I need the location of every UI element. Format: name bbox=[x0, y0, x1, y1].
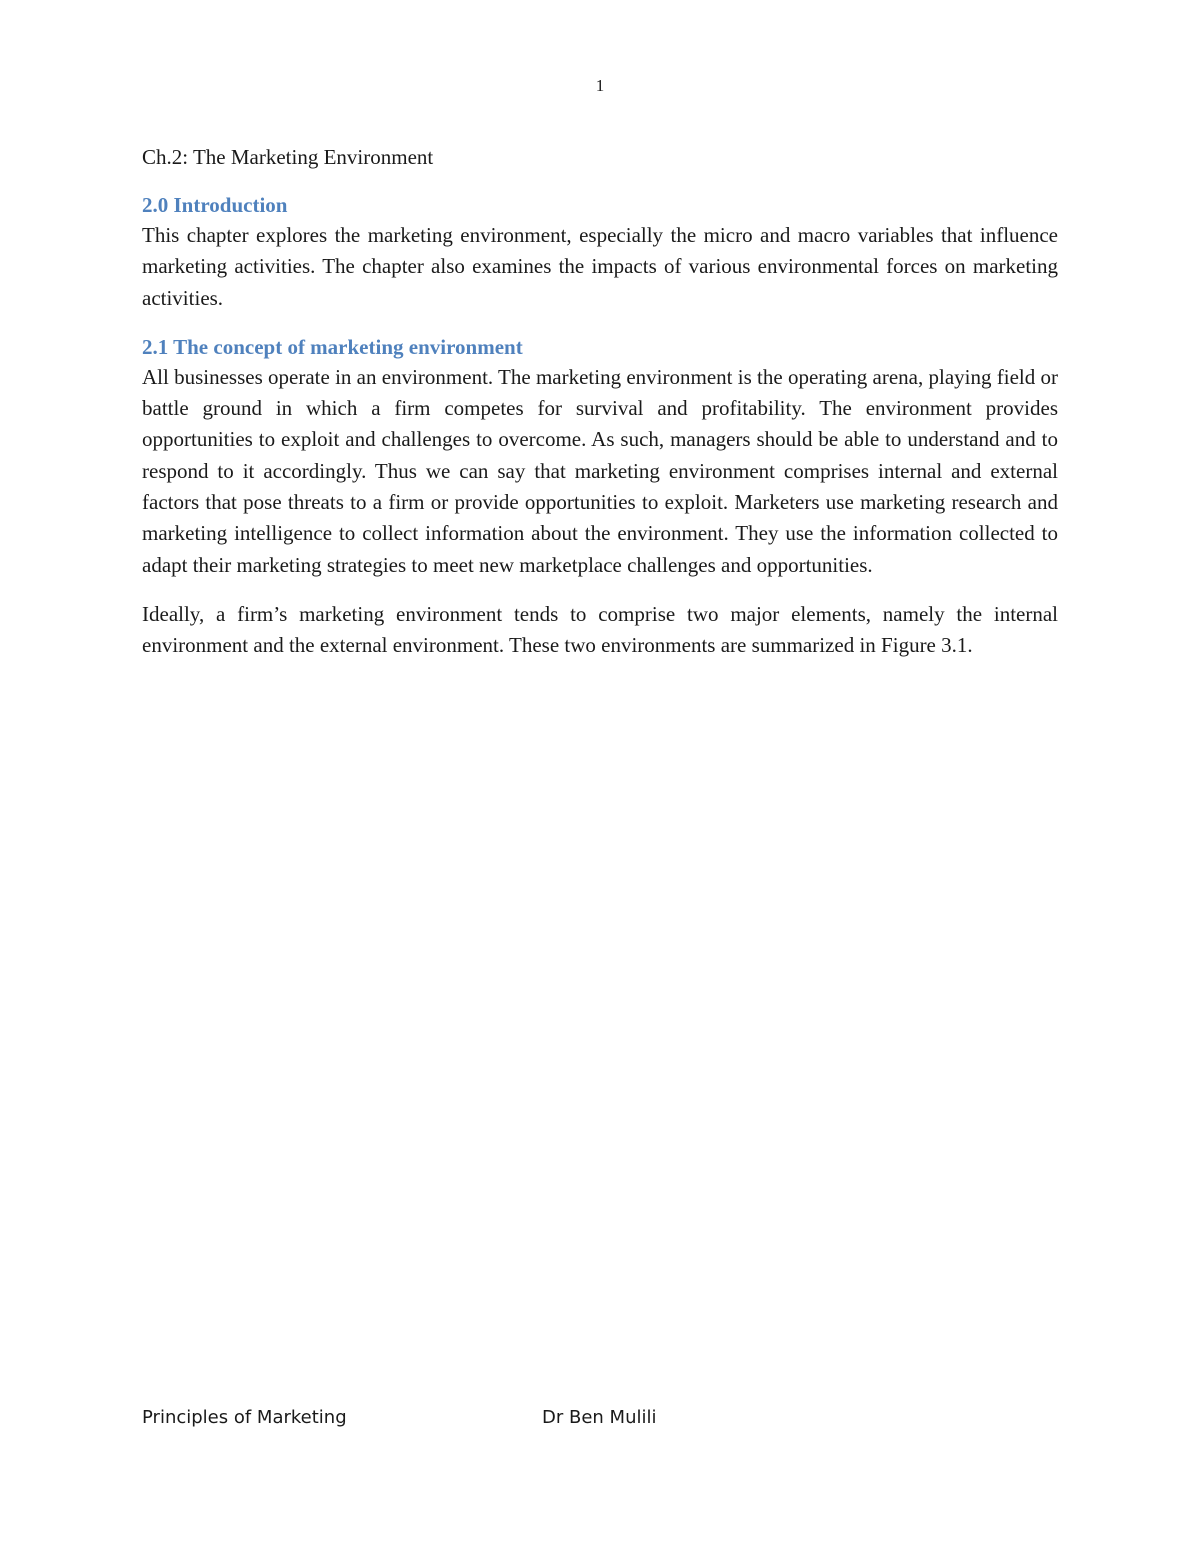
section-heading: 2.1 The concept of marketing environment bbox=[142, 334, 523, 359]
section-introduction bbox=[142, 190, 1058, 314]
footer-author: Dr Ben Mulili bbox=[542, 1407, 657, 1428]
section-heading: 2.0 Introduction bbox=[142, 193, 288, 217]
page-footer bbox=[142, 1405, 1058, 1431]
page-number: 1 bbox=[595, 76, 605, 95]
paragraph: This chapter explores the marketing environment, especially the micro and macro variables that influence marketing activities. The chapter also examines the impacts of various environmental forces on marketing activities. bbox=[142, 223, 1058, 310]
footer-course-title: Principles of Marketing bbox=[142, 1407, 347, 1428]
document-body bbox=[142, 142, 1058, 680]
paragraph: Ideally, a firm’s marketing environment tends to comprise two major elements, namely the internal environment and the external environment. These two environments are summarized in Figure 3.1. bbox=[142, 601, 1058, 658]
paragraph: All businesses operate in an environment. The marketing environment is the operating arena, playing field or battle ground in which a firm competes for survival and profitability. The environment provides opportunities to exploit and challenges to overcome. As such, managers should be able to understand and to respond to it accordingly. Thus we can say that marketing environment comprises internal and external factors that pose threats to a firm or provide opportunities to exploit. Marketers use marketing research and marketing intelligence to collect information about the environment. They use the information collected to adapt their marketing strategies to meet new marketplace challenges and opportunities. bbox=[142, 364, 1058, 577]
chapter-title: Ch.2: The Marketing Environment bbox=[142, 145, 434, 169]
section-concept bbox=[142, 332, 1058, 662]
